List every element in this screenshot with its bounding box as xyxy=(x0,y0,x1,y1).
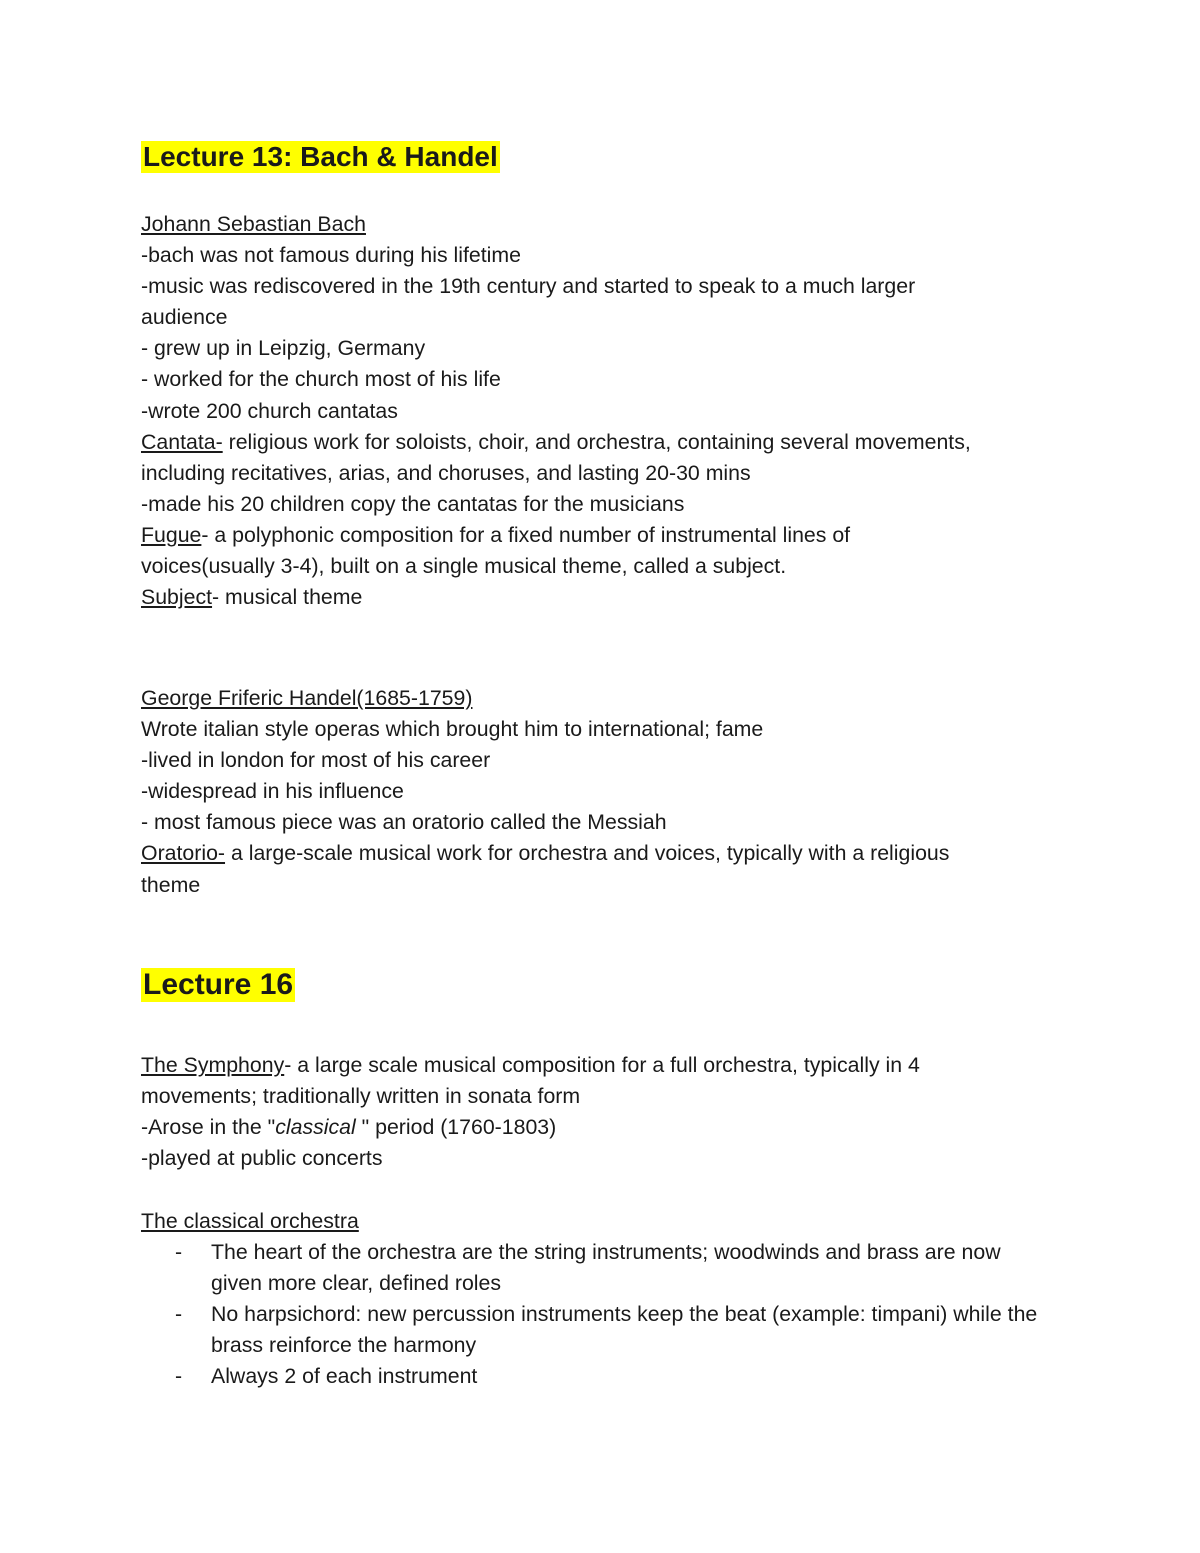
bach-title: Johann Sebastian Bach xyxy=(141,212,366,236)
bach-note-3: - grew up in Leipzig, Germany xyxy=(141,336,426,361)
handel-note-3: -widespread in his influence xyxy=(141,779,404,804)
fugue-def-line1: - a polyphonic composition for a fixed number of instrumental lines of xyxy=(201,522,851,547)
bullet-dash: - xyxy=(175,1302,183,1327)
orchestra-title: The classical orchestra xyxy=(141,1209,359,1233)
symphony-section xyxy=(141,1050,1071,1174)
oratorio-def-line1: a large-scale musical work for orchestra and voices, typically with a religious xyxy=(225,841,950,866)
handel-note-4: - most famous piece was an oratorio called the Messiah xyxy=(141,810,667,835)
list-item xyxy=(141,1299,1041,1361)
cantata-definition xyxy=(141,427,1071,458)
list-item-text: No harpsichord: new percussion instruments keep the beat (example: timpani) while the brass reinforce the harmony xyxy=(211,1302,1038,1358)
handel-section xyxy=(141,683,1071,901)
handel-note-2: -lived in london for most of his career xyxy=(141,748,491,773)
subject-definition xyxy=(141,582,1071,613)
symphony-arose xyxy=(141,1112,1071,1143)
bach-note-5: -wrote 200 church cantatas xyxy=(141,398,398,423)
arose-prefix: -Arose in the " xyxy=(141,1115,276,1140)
symphony-term: The Symphony xyxy=(141,1053,285,1077)
fugue-definition xyxy=(141,520,1071,551)
cantata-def-line2: including recitatives, arias, and choruses, and lasting 20-30 mins xyxy=(141,460,751,485)
oratorio-definition xyxy=(141,838,1071,869)
bach-note-2-cont: audience xyxy=(141,305,228,330)
list-item-text: Always 2 of each instrument xyxy=(211,1364,478,1389)
handel-title: George Friferic Handel(1685-1759) xyxy=(141,686,473,710)
bullet-dash: - xyxy=(175,1240,183,1265)
list-item xyxy=(141,1361,1041,1392)
cantata-term: Cantata- xyxy=(141,429,223,454)
lecture-16-heading xyxy=(141,968,295,1003)
bullet-dash: - xyxy=(175,1364,183,1389)
list-item xyxy=(141,1237,1041,1299)
subject-term: Subject xyxy=(141,585,213,610)
orchestra-list xyxy=(141,1237,1071,1392)
oratorio-term: Oratorio- xyxy=(141,841,226,866)
lecture-16-heading-text: Lecture 16 xyxy=(143,968,294,1001)
bach-section xyxy=(141,209,1071,613)
bach-note-6: -made his 20 children copy the cantatas for the musicians xyxy=(141,491,685,516)
symphony-definition xyxy=(141,1050,1071,1081)
bach-note-4: - worked for the church most of his life xyxy=(141,367,501,392)
symphony-def-line2: movements; traditionally written in sonata form xyxy=(141,1084,581,1109)
orchestra-section xyxy=(141,1206,1071,1393)
handel-note-1: Wrote italian style operas which brought him to international; fame xyxy=(141,717,764,742)
symphony-played: -played at public concerts xyxy=(141,1146,383,1171)
arose-italic: classical xyxy=(275,1115,356,1140)
fugue-term: Fugue xyxy=(141,522,202,547)
arose-suffix: " period (1760-1803) xyxy=(355,1115,557,1140)
lecture-13-heading xyxy=(141,141,500,173)
list-item-text: The heart of the orchestra are the string instruments; woodwinds and brass are now given more clear, defined roles xyxy=(211,1240,1001,1296)
lecture-13-heading-text: Lecture 13: Bach & Handel xyxy=(143,141,498,172)
oratorio-def-line2: theme xyxy=(141,872,201,897)
symphony-def-line1: - a large scale musical composition for a full orchestra, typically in 4 xyxy=(284,1053,920,1077)
fugue-def-line2: voices(usually 3-4), built on a single musical theme, called a subject. xyxy=(141,554,787,579)
cantata-def-line1: religious work for soloists, choir, and orchestra, containing several movements, xyxy=(222,429,971,454)
bach-note-1: -bach was not famous during his lifetime xyxy=(141,243,521,268)
bach-note-2: -music was rediscovered in the 19th century and started to speak to a much larger xyxy=(141,274,916,299)
subject-def: - musical theme xyxy=(212,585,363,610)
